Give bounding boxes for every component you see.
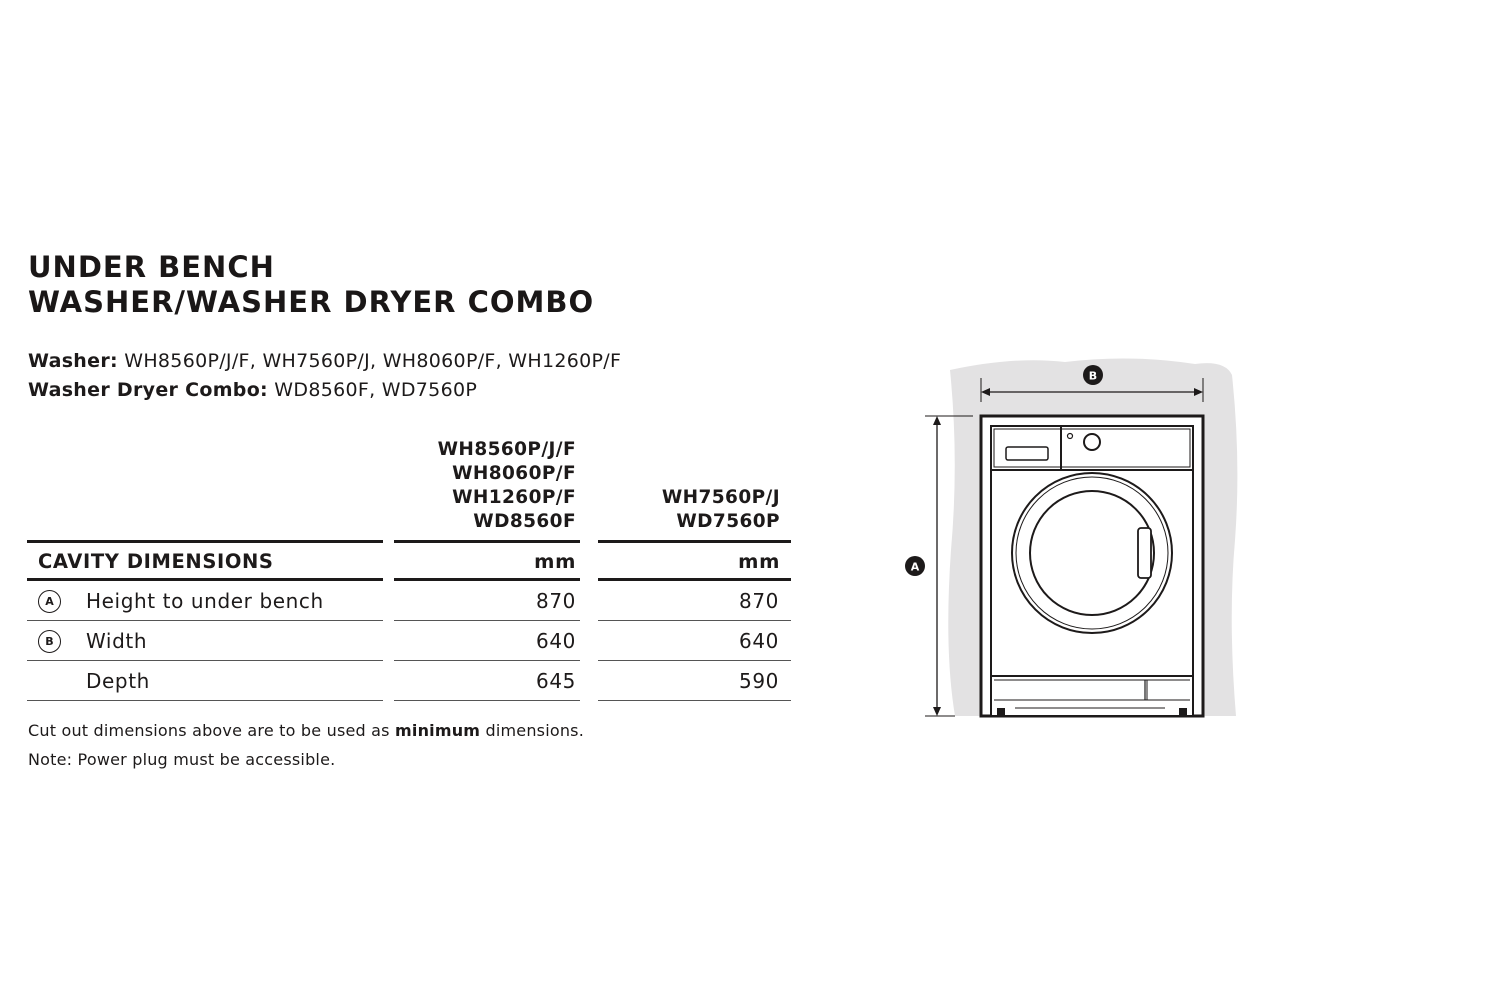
row-value-col-1: 870 (536, 589, 576, 613)
marker-b-badge: B (38, 630, 61, 653)
table-rule (598, 620, 791, 621)
title-line-1: UNDER BENCH (28, 250, 275, 284)
note-emphasis: minimum (395, 721, 481, 740)
cavity-diagram (895, 350, 1255, 730)
column-1-model: WH1260P/F (452, 487, 576, 508)
table-rule (394, 620, 580, 621)
table-rule (598, 660, 791, 661)
column-1-header (394, 438, 576, 534)
table-rule (598, 578, 791, 581)
row-value-col-1: 645 (536, 669, 576, 693)
unit-label-col-2: mm (738, 550, 780, 573)
power-plug-note: Note: Power plug must be accessible. (28, 750, 336, 769)
marker-a-label: A (910, 560, 920, 574)
row-label: Width (86, 629, 148, 653)
column-1-model: WD8560F (473, 511, 576, 532)
page-title (28, 250, 594, 320)
column-2-header (598, 486, 780, 534)
table-rule (394, 660, 580, 661)
note-text: Cut out dimensions above are to be used as (28, 721, 390, 740)
row-label: Depth (86, 669, 150, 693)
row-value-col-2: 640 (739, 629, 779, 653)
minimum-dimensions-note (28, 716, 584, 745)
table-rule (27, 700, 383, 701)
table-rule (394, 540, 580, 543)
table-rule (27, 540, 383, 543)
row-value-col-2: 590 (739, 669, 779, 693)
table-rule (598, 540, 791, 543)
washer-label: Washer: (28, 350, 118, 372)
door-handle (1138, 528, 1151, 578)
note-text: dimensions. (485, 721, 584, 740)
footnotes (28, 716, 584, 774)
unit-label-col-1: mm (534, 550, 576, 573)
row-value-col-1: 640 (536, 629, 576, 653)
model-list (28, 347, 621, 405)
marker-b-label: B (1088, 369, 1098, 383)
table-rule (598, 700, 791, 701)
table-rule (394, 700, 580, 701)
row-label: Height to under bench (86, 589, 324, 613)
combo-label: Washer Dryer Combo: (28, 379, 268, 401)
washer-model-list: WH8560P/J/F, WH7560P/J, WH8060P/F, WH1260P/F (124, 350, 622, 372)
column-2-model: WD7560P (676, 511, 780, 532)
column-1-model: WH8560P/J/F (437, 439, 576, 460)
foot-left (997, 708, 1005, 716)
table-rule (27, 620, 383, 621)
column-2-model: WH7560P/J (661, 487, 780, 508)
foot-right (1179, 708, 1187, 716)
dimension-a-arrow-top (933, 416, 941, 425)
title-line-2: WASHER/WASHER DRYER COMBO (28, 285, 595, 319)
section-label: CAVITY DIMENSIONS (38, 550, 274, 573)
table-rule (27, 660, 383, 661)
table-rule (394, 578, 580, 581)
dimension-a-arrow-bottom (933, 707, 941, 716)
row-value-col-2: 870 (739, 589, 779, 613)
table-rule (27, 578, 383, 581)
column-1-model: WH8060P/F (452, 463, 576, 484)
combo-models (28, 376, 621, 405)
marker-a-badge: A (38, 590, 61, 613)
washer-models (28, 347, 621, 376)
combo-model-list: WD8560F, WD7560P (274, 379, 478, 401)
